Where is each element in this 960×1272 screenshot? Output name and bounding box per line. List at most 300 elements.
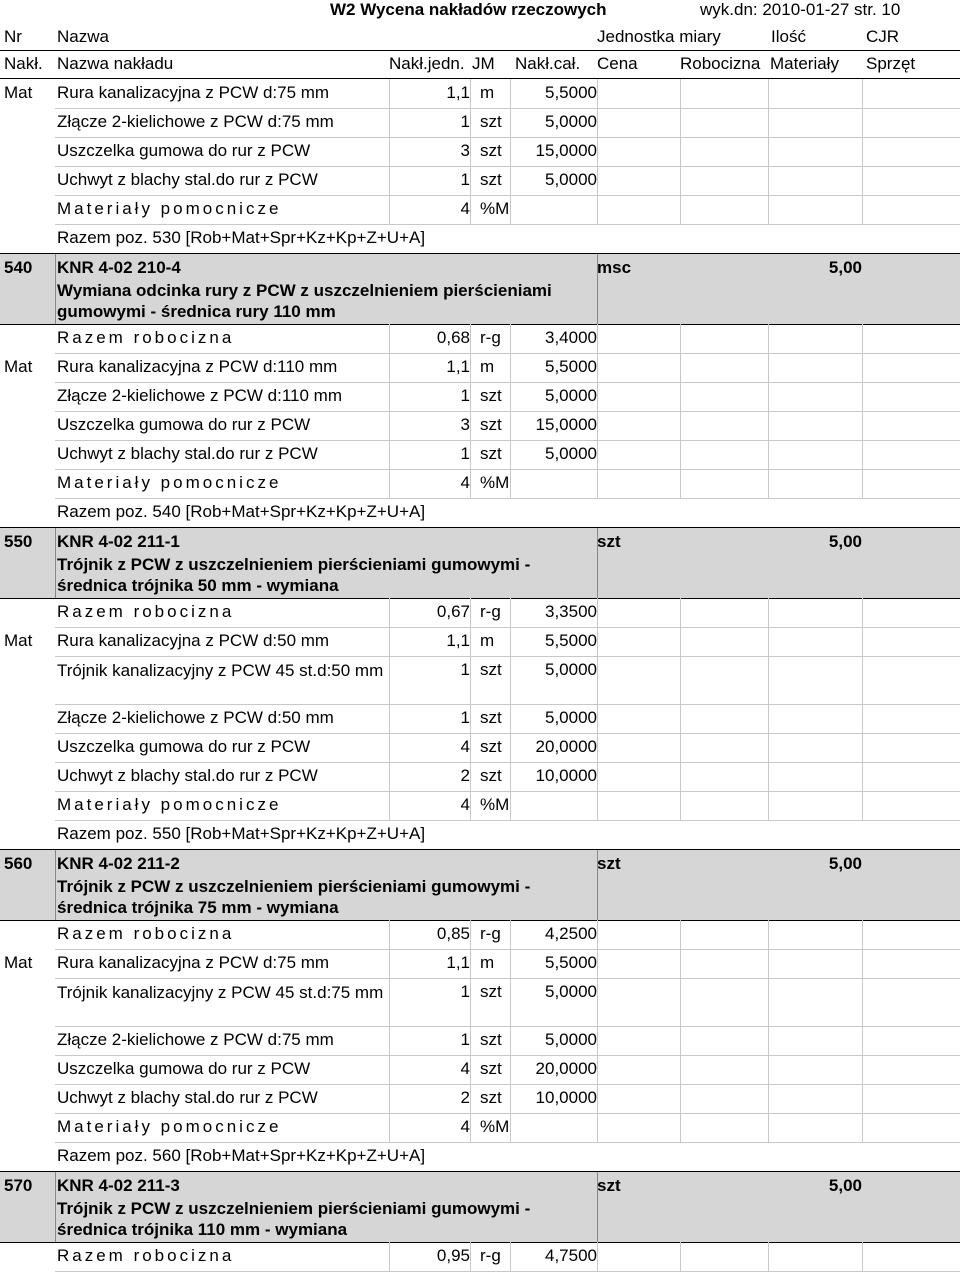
column-divider [862,324,863,353]
column-divider [470,733,471,762]
position-code: KNR 4-02 211-2 [57,854,180,873]
row-name: Złącze 2-kielichowe z PCW d:75 mm [57,112,334,131]
column-divider [597,656,598,704]
position-code: KNR 4-02 210-4 [57,258,181,277]
col-jednostka: Jednostka miary [597,27,721,46]
column-divider [597,704,598,733]
position-ilosc: 5,00 [828,854,862,873]
row-type: Mat [4,357,33,376]
col-nakl: Nakł. [4,54,43,73]
column-divider [470,920,471,949]
row-unit: szt [480,141,502,160]
column-divider [389,978,390,1026]
row-total: 5,0000 [545,660,597,679]
table-row [0,1084,960,1113]
row-name: Złącze 2-kielichowe z PCW d:110 mm [57,386,342,405]
column-divider [680,324,681,353]
column-divider [470,978,471,1026]
row-unit: m [480,357,495,376]
row-unit: r-g [480,602,501,621]
column-divider [680,382,681,411]
column-divider [768,733,769,762]
column-divider [768,978,769,1026]
row-total: 4,7500 [545,1246,597,1265]
column-divider [768,1055,769,1084]
row-qty: 1 [460,982,470,1001]
row-total: 5,0000 [545,386,597,405]
position-divider [55,528,56,599]
row-unit: %M [480,795,510,814]
column-divider [862,382,863,411]
column-divider [680,733,681,762]
column-divider [597,1242,598,1271]
row-unit: szt [480,1059,502,1078]
summary-row [0,224,960,253]
row-total: 5,5000 [545,631,597,650]
col-jm: JM [472,54,495,73]
row-qty: 0,95 [436,1246,470,1265]
column-divider [768,324,769,353]
position-jm: szt [597,532,621,551]
row-name: Rura kanalizacyjna z PCW d:75 mm [57,953,330,972]
row-total: 3,4000 [545,328,597,347]
column-divider [510,978,511,1026]
row-name: Razem robocizna [57,328,235,347]
row-name: Uszczelka gumowa do rur z PCW [57,141,311,160]
column-divider [389,324,390,353]
row-total: 4,2500 [545,924,597,943]
position-header [0,527,960,599]
row-type: Mat [4,953,33,972]
row-total: 5,0000 [545,444,597,463]
row-name: Uchwyt z blachy stal.do rur z PCW [57,444,318,463]
row-unit: %M [480,1117,510,1136]
column-divider [862,656,863,704]
row-total: 20,0000 [535,737,597,756]
col-materialy: Materiały [770,54,839,73]
row-qty: 2 [460,766,470,785]
column-divider [768,920,769,949]
row-qty: 1 [460,1030,470,1049]
row-unit: r-g [480,924,501,943]
column-divider [389,920,390,949]
column-divider [510,1055,511,1084]
row-total: 5,0000 [545,708,597,727]
row-unit: szt [480,170,502,189]
table-row [0,1055,960,1084]
row-qty: 1,1 [446,357,470,376]
row-unit: szt [480,444,502,463]
column-divider [510,469,511,498]
column-divider [389,656,390,704]
col-nakl-jedn: Nakł.jedn. [389,54,465,73]
column-divider [862,108,863,137]
row-total: 15,0000 [535,141,597,160]
column-divider [510,195,511,224]
position-jm: szt [597,1176,621,1195]
column-divider [389,440,390,469]
column-divider [768,627,769,656]
col-cena: Cena [597,54,638,73]
row-qty: 0,67 [436,602,470,621]
column-divider [510,1026,511,1055]
column-divider [510,627,511,656]
row-total: 10,0000 [535,766,597,785]
column-divider [389,1055,390,1084]
table-row [0,195,960,224]
col-ilosc: Ilość [771,27,806,46]
row-qty: 0,85 [436,924,470,943]
column-divider [597,411,598,440]
column-divider [389,166,390,195]
column-divider [510,137,511,166]
column-divider [680,166,681,195]
row-name: Uchwyt z blachy stal.do rur z PCW [57,766,318,785]
column-divider [862,978,863,1026]
column-divider [680,411,681,440]
col-nr: Nr [4,27,22,46]
column-divider [862,1026,863,1055]
row-name: Materiały pomocnicze [57,795,282,814]
col-robocizna: Robocizna [680,54,761,73]
column-divider [597,733,598,762]
row-total: 5,0000 [545,1030,597,1049]
column-divider [389,1242,390,1271]
col-nakl-cal: Nakł.cał. [515,54,581,73]
table-row [0,733,960,762]
column-divider [470,598,471,627]
position-nr: 550 [4,532,33,551]
column-divider [470,108,471,137]
row-name: Materiały pomocnicze [57,199,282,218]
table-row [0,949,960,978]
column-divider [389,949,390,978]
column-divider [680,1242,681,1271]
column-divider [680,598,681,627]
column-divider [597,469,598,498]
column-divider [862,1113,863,1142]
column-divider [510,382,511,411]
row-name: Uszczelka gumowa do rur z PCW [57,1059,311,1078]
row-name: Razem robocizna [57,924,235,943]
table-row [0,166,960,195]
column-divider [680,1113,681,1142]
column-divider [680,656,681,704]
column-divider [680,920,681,949]
column-divider [597,1055,598,1084]
position-divider [597,850,598,921]
column-divider [510,1242,511,1271]
column-divider [768,598,769,627]
column-divider [862,79,863,108]
table-row [0,79,960,108]
column-divider [510,656,511,704]
position-divider [55,850,56,921]
table-row [0,791,960,820]
column-divider [470,382,471,411]
position-desc: Trójnik z PCW z uszczelnieniem pierścieniami gumowymi - średnica trójnika 50 mm - wymiana [57,555,531,595]
table-row [0,469,960,498]
row-qty: 4 [460,1059,470,1078]
row-unit: szt [480,112,502,131]
row-unit: szt [480,766,502,785]
column-header-row-1 [0,24,960,52]
table-row [0,704,960,733]
column-divider [862,627,863,656]
column-divider [389,411,390,440]
row-unit: szt [480,1088,502,1107]
row-unit: %M [480,199,510,218]
column-divider [510,440,511,469]
row-name: Rura kanalizacyjna z PCW d:50 mm [57,631,330,650]
column-divider [470,79,471,108]
row-name: Trójnik kanalizacyjny z PCW 45 st.d:50 mm [57,661,384,680]
row-total: 5,5000 [545,83,597,102]
column-divider [680,469,681,498]
row-type: Mat [4,83,33,102]
column-divider [470,411,471,440]
column-divider [597,353,598,382]
column-divider [510,920,511,949]
column-divider [510,791,511,820]
column-divider [680,949,681,978]
row-total: 20,0000 [535,1059,597,1078]
column-divider [768,1084,769,1113]
column-divider [389,137,390,166]
table-row [0,627,960,656]
row-name: Uszczelka gumowa do rur z PCW [57,737,311,756]
row-total: 5,0000 [545,170,597,189]
position-code: KNR 4-02 211-1 [57,532,180,551]
column-divider [389,382,390,411]
column-divider [470,1026,471,1055]
row-name: Rura kanalizacyjna z PCW d:75 mm [57,83,330,102]
column-divider [768,353,769,382]
column-divider [470,949,471,978]
column-divider [862,411,863,440]
column-divider [389,79,390,108]
position-divider [597,254,598,325]
row-qty: 4 [460,473,470,492]
row-name: Złącze 2-kielichowe z PCW d:75 mm [57,1030,334,1049]
col-nazwa-nakladu: Nazwa nakładu [57,54,174,73]
summary-label: Razem poz. 540 [Rob+Mat+Spr+Kz+Kp+Z+U+A] [57,502,426,521]
column-divider [768,411,769,440]
column-divider [862,762,863,791]
table-row [0,978,960,1026]
column-divider [680,791,681,820]
column-divider [389,598,390,627]
column-divider [862,1055,863,1084]
position-header [0,1171,960,1243]
row-unit: szt [480,982,502,1001]
row-name: Trójnik kanalizacyjny z PCW 45 st.d:75 mm [57,983,384,1002]
column-divider [680,978,681,1026]
row-qty: 1,1 [446,83,470,102]
column-divider [389,469,390,498]
column-divider [470,1055,471,1084]
column-divider [510,762,511,791]
row-unit: szt [480,660,502,679]
row-unit: r-g [480,328,501,347]
col-sprzet: Sprzęt [866,54,916,73]
position-divider [597,1172,598,1243]
column-divider [597,137,598,166]
table-row [0,108,960,137]
row-name: Złącze 2-kielichowe z PCW d:50 mm [57,708,334,727]
row-name: Razem robocizna [57,1246,235,1265]
row-total: 15,0000 [535,415,597,434]
row-qty: 1 [460,112,470,131]
row-name: Materiały pomocnicze [57,1117,282,1136]
table-row [0,920,960,949]
position-nr: 570 [4,1176,33,1195]
column-divider [510,1084,511,1113]
column-divider [768,791,769,820]
column-divider [862,949,863,978]
row-qty: 1 [460,444,470,463]
column-divider [389,353,390,382]
row-total: 10,0000 [535,1088,597,1107]
col-cjr: CJR [866,27,900,46]
row-unit: szt [480,1030,502,1049]
column-divider [389,704,390,733]
column-divider [389,108,390,137]
column-divider [680,108,681,137]
column-divider [862,469,863,498]
column-divider [470,1113,471,1142]
column-divider [862,791,863,820]
row-unit: szt [480,737,502,756]
column-divider [470,791,471,820]
column-divider [768,195,769,224]
column-divider [597,978,598,1026]
row-qty: 1 [460,170,470,189]
column-divider [862,166,863,195]
column-divider [862,1242,863,1271]
column-divider [597,791,598,820]
row-unit: m [480,631,495,650]
row-unit: szt [480,386,502,405]
document-meta: wyk.dn: 2010-01-27 str. 10 [700,0,901,19]
column-divider [768,440,769,469]
column-divider [768,656,769,704]
document-title: W2 Wycena nakładów rzeczowych [330,0,607,19]
row-total: 3,3500 [545,602,597,621]
row-total: 5,0000 [545,112,597,131]
column-divider [768,1242,769,1271]
row-qty: 4 [460,737,470,756]
column-divider [510,1113,511,1142]
row-unit: szt [480,708,502,727]
column-divider [389,195,390,224]
column-divider [768,79,769,108]
column-divider [862,1084,863,1113]
position-nr: 560 [4,854,33,873]
column-divider [862,440,863,469]
column-header-row-2 [0,51,960,79]
row-qty: 4 [460,1117,470,1136]
column-divider [597,195,598,224]
table-row [0,137,960,166]
summary-row [0,1142,960,1171]
column-divider [680,1055,681,1084]
row-qty: 0,68 [436,328,470,347]
column-divider [597,1026,598,1055]
row-total: 5,0000 [545,982,597,1001]
column-divider [389,791,390,820]
row-name: Uchwyt z blachy stal.do rur z PCW [57,170,318,189]
table-row [0,1113,960,1142]
column-divider [470,137,471,166]
row-unit: m [480,953,495,972]
table-row [0,411,960,440]
column-divider [680,353,681,382]
col-nazwa: Nazwa [57,27,109,46]
row-unit: %M [480,473,510,492]
table-row [0,1026,960,1055]
row-name: Razem robocizna [57,602,235,621]
column-divider [597,949,598,978]
position-desc: Trójnik z PCW z uszczelnieniem pierścieniami gumowymi - średnica trójnika 110 mm - wymiana [57,1199,531,1239]
column-divider [389,1084,390,1113]
column-divider [597,382,598,411]
table-row [0,440,960,469]
row-name: Uszczelka gumowa do rur z PCW [57,415,311,434]
row-qty: 1 [460,708,470,727]
column-divider [768,382,769,411]
column-divider [389,627,390,656]
column-divider [510,324,511,353]
position-ilosc: 5,00 [828,532,862,551]
summary-row [0,820,960,849]
column-divider [470,166,471,195]
column-divider [862,598,863,627]
column-divider [389,1026,390,1055]
column-divider [862,137,863,166]
table-row [0,598,960,627]
position-code: KNR 4-02 211-3 [57,1176,180,1195]
header-divider [0,50,960,51]
row-type: Mat [4,631,33,650]
position-header [0,849,960,921]
column-divider [389,1113,390,1142]
row-name: Uchwyt z blachy stal.do rur z PCW [57,1088,318,1107]
row-name: Materiały pomocnicze [57,473,282,492]
column-divider [862,704,863,733]
summary-label: Razem poz. 550 [Rob+Mat+Spr+Kz+Kp+Z+U+A] [57,824,426,843]
row-qty: 1 [460,660,470,679]
column-divider [597,920,598,949]
column-divider [768,166,769,195]
column-divider [470,656,471,704]
row-qty: 2 [460,1088,470,1107]
row-qty: 1 [460,386,470,405]
position-desc: Trójnik z PCW z uszczelnieniem pierścieniami gumowymi - średnica trójnika 75 mm - wymiana [57,877,531,917]
column-divider [680,704,681,733]
table-row [0,353,960,382]
position-divider [55,254,56,325]
summary-label: Razem poz. 530 [Rob+Mat+Spr+Kz+Kp+Z+U+A] [57,228,426,247]
table-row [0,382,960,411]
column-divider [470,469,471,498]
position-jm: szt [597,854,621,873]
row-qty: 3 [460,415,470,434]
column-divider [470,627,471,656]
column-divider [470,353,471,382]
column-divider [680,762,681,791]
column-divider [768,137,769,166]
